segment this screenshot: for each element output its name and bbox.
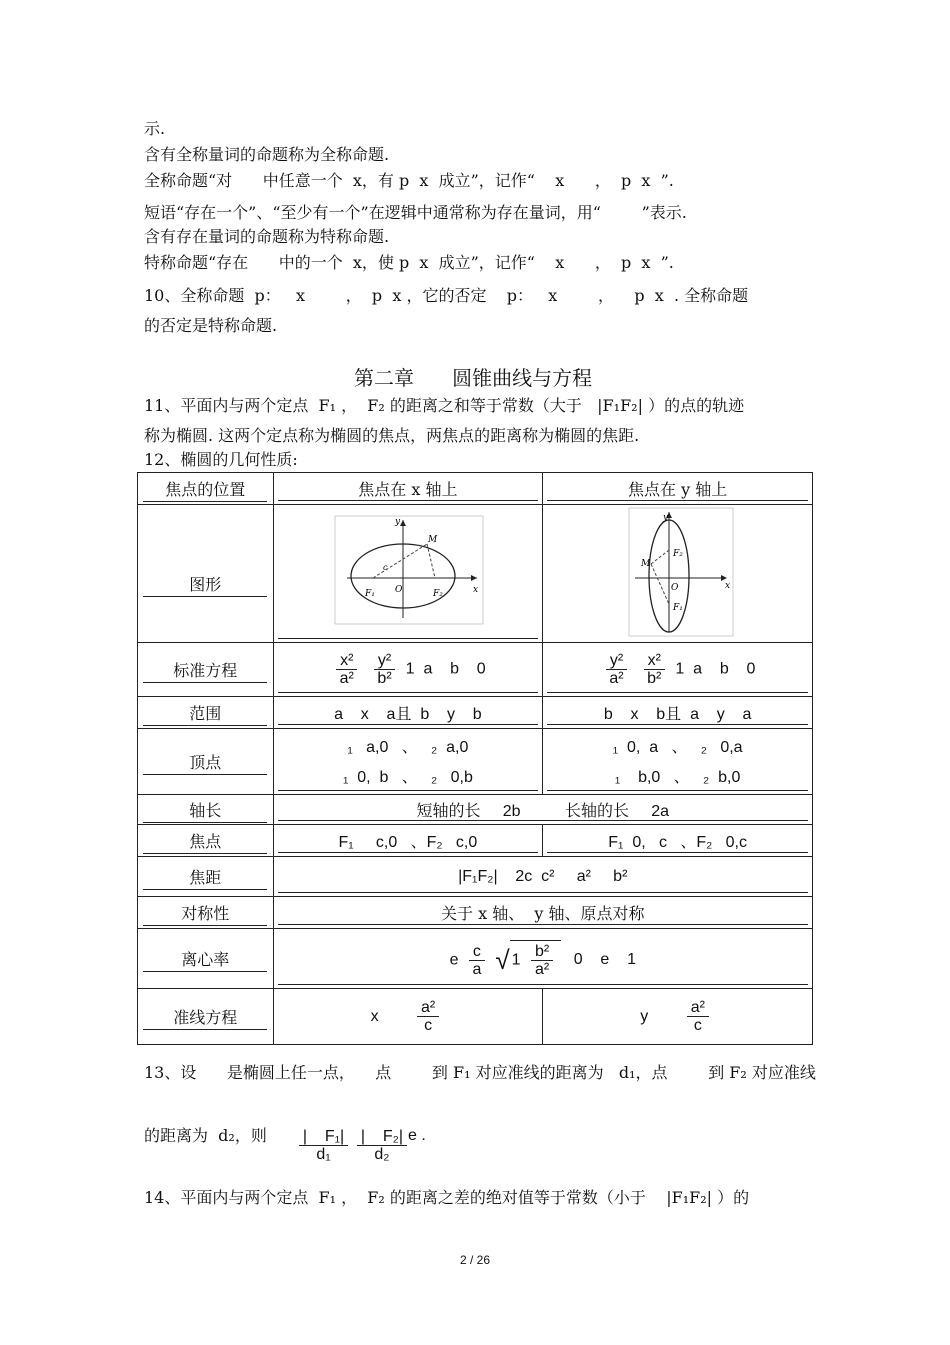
fig2-o-label: O [670, 582, 679, 593]
axis-length: 短轴的长 2b 长轴的长 2a [273, 795, 812, 825]
fig1-c-label: c [382, 562, 388, 572]
fig2-x-label: x [724, 580, 730, 591]
paragraph-12: 12、椭圆的几何性质: [144, 450, 298, 469]
table-row-axis [138, 795, 813, 825]
table-row-focus [138, 825, 813, 857]
fig2-f1-label: F₁ [672, 602, 683, 613]
vertex-y: ₁ 0, a 、 ₂ 0,a ₁ b,0 、 ₂ b,0 [543, 729, 813, 795]
label-focus: 焦点 [138, 825, 274, 857]
text-line-2: 含有全称量词的命题称为全称命题. [144, 145, 390, 164]
directrix-x: x $\frac{\text{a²}}{c}$ [273, 989, 543, 1045]
equation-y: $\frac{\text{y²}}{\text{a²}}$ $\frac{\text{x²}}{\text{b²}}$ 1 a b 0 [543, 643, 813, 697]
table-row-shape [138, 505, 813, 643]
range-y: b x b且 a y a [543, 697, 813, 729]
label-axis: 轴长 [138, 795, 274, 825]
ellipse-x-figure [277, 506, 539, 638]
text-line-3: 全称命题“对 中任意一个 x，有 p x 成立”，记作“ x ， p x ”. [144, 171, 674, 190]
paragraph-11-b: 称为椭圆. 这两个定点称为椭圆的焦点，两焦点的距离称为椭圆的焦距. [144, 426, 640, 445]
text-line-5: 含有存在量词的命题称为特称命题. [144, 227, 390, 246]
header-position: 焦点的位置 [138, 473, 274, 505]
label-focal-distance: 焦距 [138, 857, 274, 897]
chapter-title: 第二章 圆锥曲线与方程 [354, 366, 593, 390]
fig2-m-label: M [640, 558, 650, 569]
label-eccentricity: 离心率 [138, 929, 274, 989]
label-symmetry: 对称性 [138, 897, 274, 929]
eccentricity: e $\frac{c}{a}$ √ 1 $\frac{\text{b²}}{\text{a²}}$ 0 e 1 [273, 929, 812, 989]
fig2-f2-label: F₂ [672, 548, 683, 559]
table-row-equation [138, 643, 813, 697]
paragraph-13-a: 13、设 是椭圆上任一点， 点 到 F₁ 对应准线的距离为 d₁，点 到 F₂ 对应准线 [144, 1063, 816, 1082]
label-equation: 标准方程 [138, 643, 274, 697]
table-row-eccentricity [138, 929, 813, 989]
symmetry: 关于 x 轴、 y 轴、原点对称 [273, 897, 812, 929]
paragraph-14: 14、平面内与两个定点 F₁ ， F₂ 的距离之差的绝对值等于常数（小于 |F₁F₂| ）的 [144, 1188, 750, 1207]
label-directrix: 准线方程 [138, 989, 274, 1045]
range-x: a x a且 b y b [273, 697, 543, 729]
table-row-directrix [138, 989, 813, 1045]
directrix-y: y $\frac{\text{a²}}{c}$ [543, 989, 813, 1045]
fig1-f2-label: F₂ [432, 588, 443, 599]
focal-distance: |F₁F₂| 2c c² a² b² [273, 857, 812, 897]
paragraph-11-a: 11、平面内与两个定点 F₁ ， F₂ 的距离之和等于常数（大于 |F₁F₂| ）的点的轨迹 [144, 396, 745, 415]
header-x-axis: 焦点在 x 轴上 [273, 473, 543, 505]
text-line-7: 10、全称命题 p： x ， p x ，它的否定 p： x ， p x . 全称命题 [144, 286, 749, 305]
fig1-o-label: O [394, 584, 403, 595]
ellipse-property-table [137, 472, 813, 1045]
table-header-row [138, 473, 813, 505]
fig1-x-label: x [472, 584, 478, 595]
paragraph-13-b: 的距离为 d₂，则 [144, 1126, 267, 1145]
table-row-focal-distance [138, 857, 813, 897]
focus-x: F₁ c,0 、F₂ c,0 [273, 825, 543, 857]
page-number: 2 / 26 [459, 1253, 491, 1267]
figure-y-ellipse [543, 505, 813, 643]
text-line-1: 示. [144, 119, 166, 138]
table-row-vertex [138, 729, 813, 795]
focus-y: F₁ 0, c 、F₂ 0,c [543, 825, 813, 857]
ratio-1: $\frac{\text{| F₁|}}{\text{d₁}}$ [284, 1110, 354, 1163]
table-row-range [138, 697, 813, 729]
label-vertex: 顶点 [138, 729, 274, 795]
label-shape: 图形 [138, 505, 274, 643]
fig1-f1-label: F₁ [364, 588, 375, 599]
text-line-6: 特称命题“存在 中的一个 x，使 p x 成立”，记作“ x ， p x ”. [144, 253, 674, 272]
equation-x: $\frac{\text{x²}}{\text{a²}}$ $\frac{\text{y²}}{\text{b²}}$ 1 a b 0 [273, 643, 543, 697]
text-line-4: 短语“存在一个”、“至少有一个”在逻辑中通常称为存在量词，用“ ”表示. [144, 203, 687, 222]
fig1-m-label: M [427, 534, 438, 545]
fig1-y-label: y [394, 516, 400, 527]
fig2-y-label: y [662, 512, 668, 523]
ratio-e: e . [408, 1127, 426, 1144]
ellipse-y-figure [547, 506, 809, 638]
table-row-symmetry [138, 897, 813, 929]
text-line-8: 的否定是特称命题. [144, 316, 278, 335]
figure-x-ellipse [273, 505, 543, 643]
vertex-x: ₁ a,0 、 ₂ a,0 ₁ 0, b 、 ₂ 0,b [273, 729, 543, 795]
label-range: 范围 [138, 697, 274, 729]
ratio-2: $\frac{\text{| F₂|}}{\text{d₂}}$ [342, 1110, 413, 1163]
header-y-axis: 焦点在 y 轴上 [543, 473, 813, 505]
